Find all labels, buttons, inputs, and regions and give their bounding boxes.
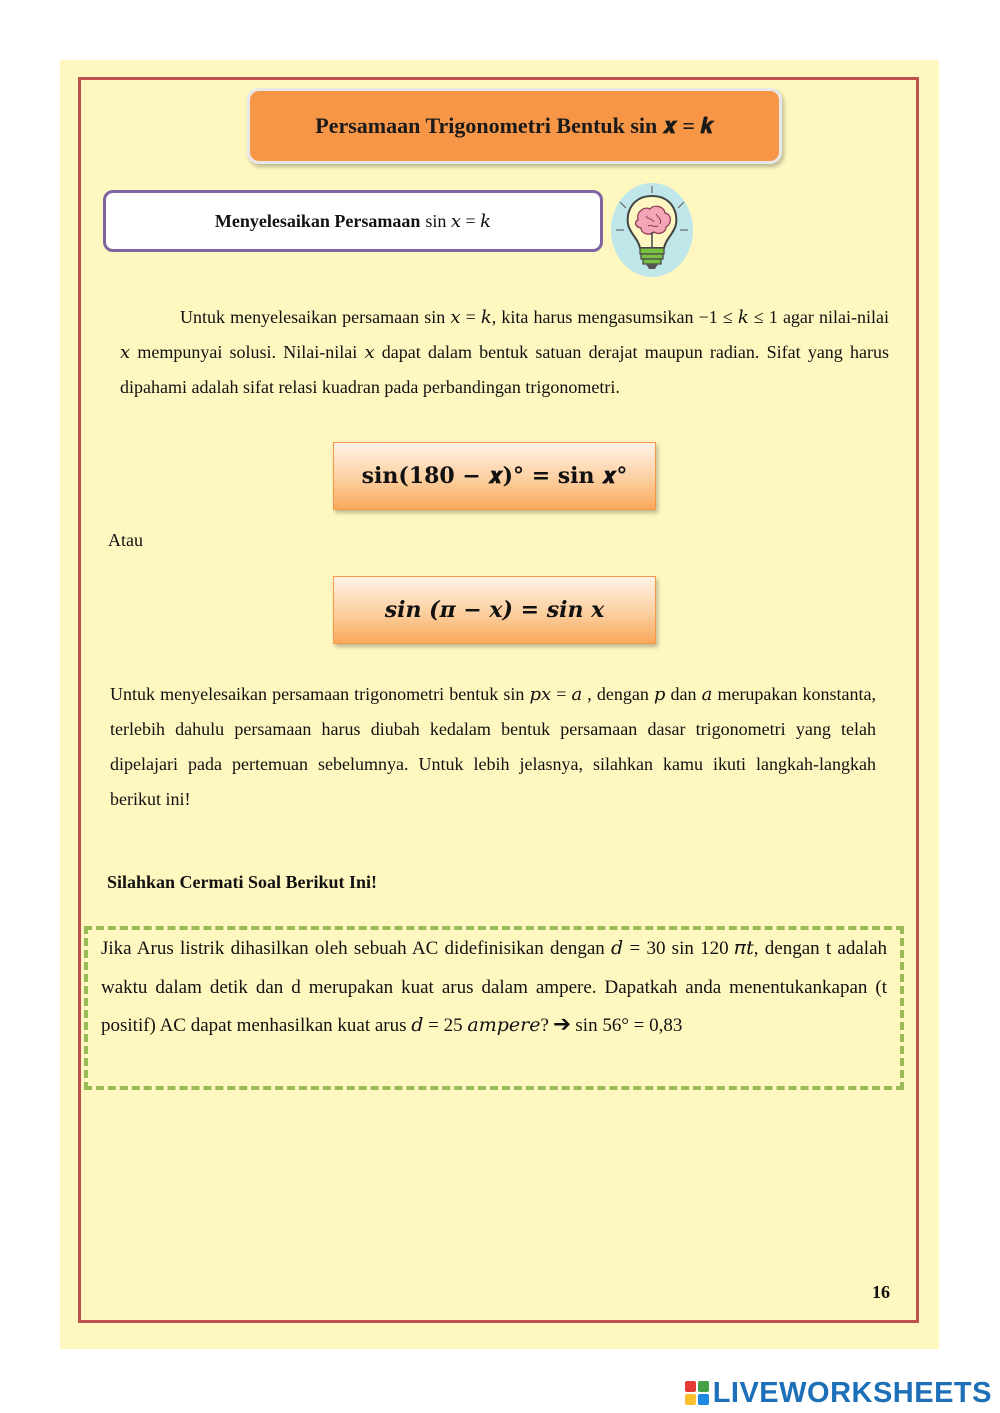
lightbulb-brain-icon — [610, 182, 694, 278]
second-paragraph: Untuk menyelesaikan persamaan trigonometri bentuk sin 𝑝𝑥 = 𝑎 , dengan 𝑝 dan 𝑎 merupakan konstanta, terlebih dahulu persamaan harus diubah kedalam bentuk persamaan dasar trigonometri yang telah dipelajari pada pertemuan sebelumnya. Untuk lebih jelasnya, silahkan kamu ikuti langkah-langkah berikut ini! — [110, 684, 876, 809]
logo-square-red — [685, 1381, 696, 1392]
page-title: Persamaan Trigonometri Bentuk sin 𝒙 = 𝒌 — [247, 88, 782, 164]
or-label: Atau — [108, 530, 143, 550]
section-subtitle — [103, 190, 603, 252]
page-number: 16 — [872, 1282, 890, 1302]
logo-square-yellow — [685, 1394, 696, 1405]
logo-grid-icon — [685, 1381, 709, 1405]
logo-square-blue — [698, 1394, 709, 1405]
subtitle-math: sin 𝑥 = 𝑘 — [425, 210, 492, 231]
formula-radians: sin (π − x) = sin x — [333, 576, 656, 644]
logo-text: LIVEWORKSHEETS — [712, 1376, 992, 1409]
section-heading: Silahkan Cermati Soal Berikut Ini! — [107, 872, 378, 892]
subtitle-bold: Menyelesaikan Persamaan — [214, 210, 421, 231]
liveworksheets-logo[interactable] — [685, 1376, 992, 1410]
formula-degrees: sin(180 − 𝒙)° = sin 𝒙° — [333, 442, 656, 510]
intro-paragraph: Untuk menyelesaikan persamaan sin 𝑥 = 𝑘, kita harus mengasumsikan −1 ≤ 𝑘 ≤ 1 agar nilai-nilai 𝑥 mempunyai solusi. Nilai-nilai 𝑥 dapat dalam bentuk satuan derajat maupun radian. Sifat yang harus dipahami adalah sifat relasi kuadran pada perbandingan trigonometri. — [120, 307, 889, 397]
logo-square-green — [698, 1381, 709, 1392]
problem-text: Jika Arus listrik dihasilkan oleh sebuah AC didefinisikan dengan 𝑑 = 30 sin 120 𝜋𝑡, dengan t adalah waktu dalam detik dan d merupakan kuat arus dalam ampere. Dapatkah anda menentukankapan (t positif) AC dapat menhasilkan kuat arus 𝑑 = 25 𝑎𝑚𝑝𝑒𝑟𝑒? ➔ sin 56° = 0,83 — [101, 938, 887, 1036]
